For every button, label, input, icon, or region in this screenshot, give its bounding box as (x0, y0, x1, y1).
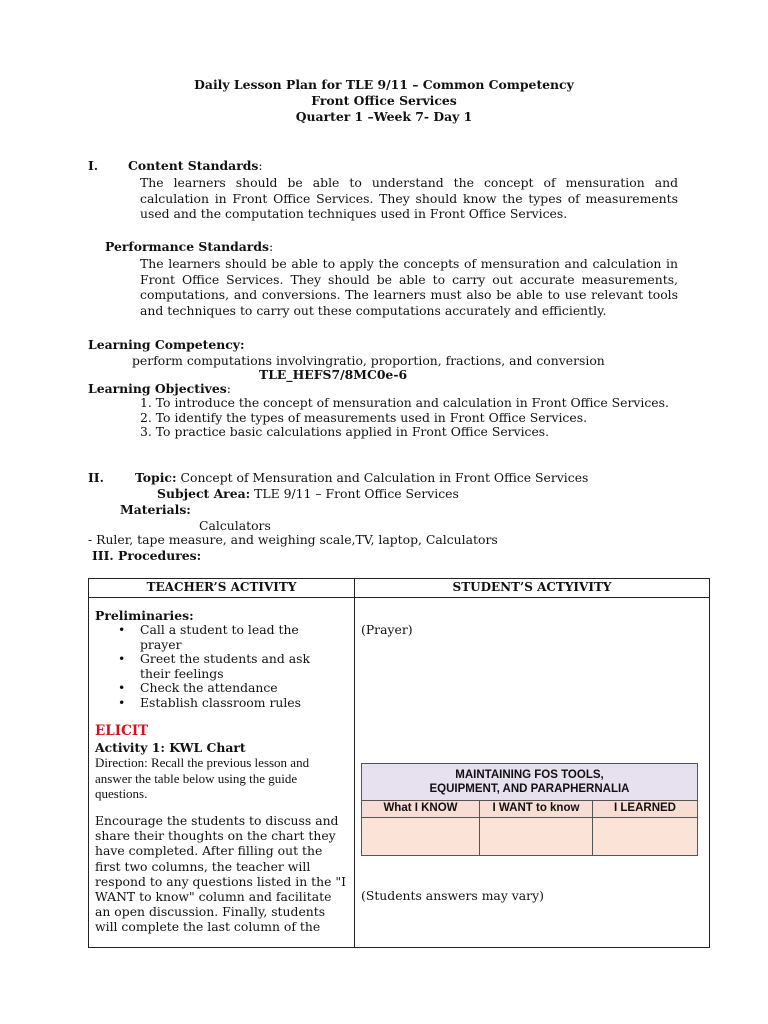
list-item: • Check the attendance (140, 681, 340, 696)
list-item: • Greet the students and ask their feelings (140, 652, 340, 681)
learning-objectives-colon: : (226, 381, 231, 396)
kwl-title-line-2: EQUIPMENT, AND PARAPHERNALIA (429, 783, 630, 795)
kwl-chart (361, 763, 698, 856)
teacher-activity-header: TEACHER’S ACTIVITY (146, 580, 297, 594)
kwl-cell-want[interactable] (480, 817, 593, 855)
preliminaries-list (100, 623, 340, 710)
kwl-column-want: I WANT to know (480, 801, 593, 818)
table-column-divider (354, 579, 355, 947)
subject-area-line (157, 486, 459, 502)
kwl-column-know: What I KNOW (362, 801, 480, 818)
direction-text: Direction: Recall the previous lesson and answer the table below using the guide questions. (95, 755, 310, 801)
content-standards-label: Content Standards (128, 158, 259, 173)
kwl-header-row (362, 801, 698, 818)
materials-label: Materials: (120, 502, 191, 517)
objectives-list (140, 396, 678, 440)
activity-label: Activity 1: KWL Chart (95, 740, 246, 755)
subject-area-label: Subject Area: (157, 486, 251, 501)
kwl-column-learned: I LEARNED (593, 801, 698, 818)
table-header-divider (89, 597, 709, 598)
preliminaries-list-wrapper (100, 623, 340, 710)
list-item: • Call a student to lead the prayer (140, 623, 340, 652)
encourage-text: Encourage the students to discuss and share their thoughts on the chart they have completed. After filling out the first two columns, the teacher will respond to any questions listed in the "I WANT to know" column and facilitate an open discussion. Finally, students will complete the last column of the (95, 813, 346, 935)
students-answers-note: (Students answers may vary) (361, 888, 544, 903)
title-line-1: Daily Lesson Plan for TLE 9/11 – Common Competency (194, 77, 574, 92)
student-activity-header: STUDENT’S ACTYIVITY (452, 580, 612, 594)
subject-area-text: TLE 9/11 – Front Office Services (250, 486, 459, 501)
objective-item: 3. To practice basic calculations applied in Front Office Services. (140, 424, 550, 439)
kwl-title-line-1: MAINTAINING FOS TOOLS, (455, 769, 604, 781)
content-standards-colon: : (258, 158, 263, 173)
kwl-answer-row (362, 817, 698, 855)
topic-line (135, 470, 588, 486)
title-line-3: Quarter 1 –Week 7- Day 1 (295, 109, 473, 124)
materials-list: - Ruler, tape measure, and weighing scale,TV, laptop, Calculators (88, 532, 498, 547)
prayer-response: (Prayer) (361, 622, 413, 637)
kwl-title-row (362, 764, 698, 801)
title-line-2: Front Office Services (311, 93, 457, 108)
kwl-cell-know[interactable] (362, 817, 480, 855)
section-1-numeral: I. (88, 158, 99, 173)
competency-code: TLE_HEFS7/8MC0e-6 (259, 367, 408, 382)
preliminaries-label: Preliminaries: (95, 608, 194, 623)
kwl-cell-learned[interactable] (593, 817, 698, 855)
learning-competency-label: Learning Competency: (88, 337, 245, 352)
elicit-label: ELICIT (95, 723, 149, 739)
section-2-numeral: II. (88, 470, 104, 485)
learning-competency-text: perform computations involvingratio, proportion, fractions, and conversion (132, 353, 605, 368)
performance-standards-heading (105, 239, 273, 255)
learning-objectives-label: Learning Objectives (88, 381, 227, 396)
list-item: • Establish classroom rules (140, 696, 340, 711)
objective-item: 2. To identify the types of measurements used in Front Office Services. (140, 409, 588, 425)
procedures-label: III. Procedures: (92, 548, 202, 563)
kwl-title (362, 764, 698, 801)
performance-standards-label: Performance Standards (105, 239, 269, 254)
objective-item: 1. To introduce the concept of mensuration and calculation in Front Office Services. (140, 395, 669, 410)
content-standards-text: The learners should be able to understand the concept of mensuration and calculation in Front Office Services. They should know the types of measurements used and the computation techniques used in Front Office Services. (140, 175, 678, 222)
topic-text: Concept of Mensuration and Calculation in Front Office Services (176, 470, 589, 485)
topic-label: Topic: (135, 470, 177, 485)
performance-standards-text: The learners should be able to apply the concepts of mensuration and calculation in Front Office Services. They should be able to carry out accurate measurements, computations, and conversions. The learners must also be able to use relevant tools and techniques to carry out these computations accurately and efficiently. (140, 256, 678, 319)
materials-item: Calculators (199, 518, 271, 533)
content-standards-heading (128, 158, 263, 174)
performance-standards-colon: : (268, 239, 274, 254)
